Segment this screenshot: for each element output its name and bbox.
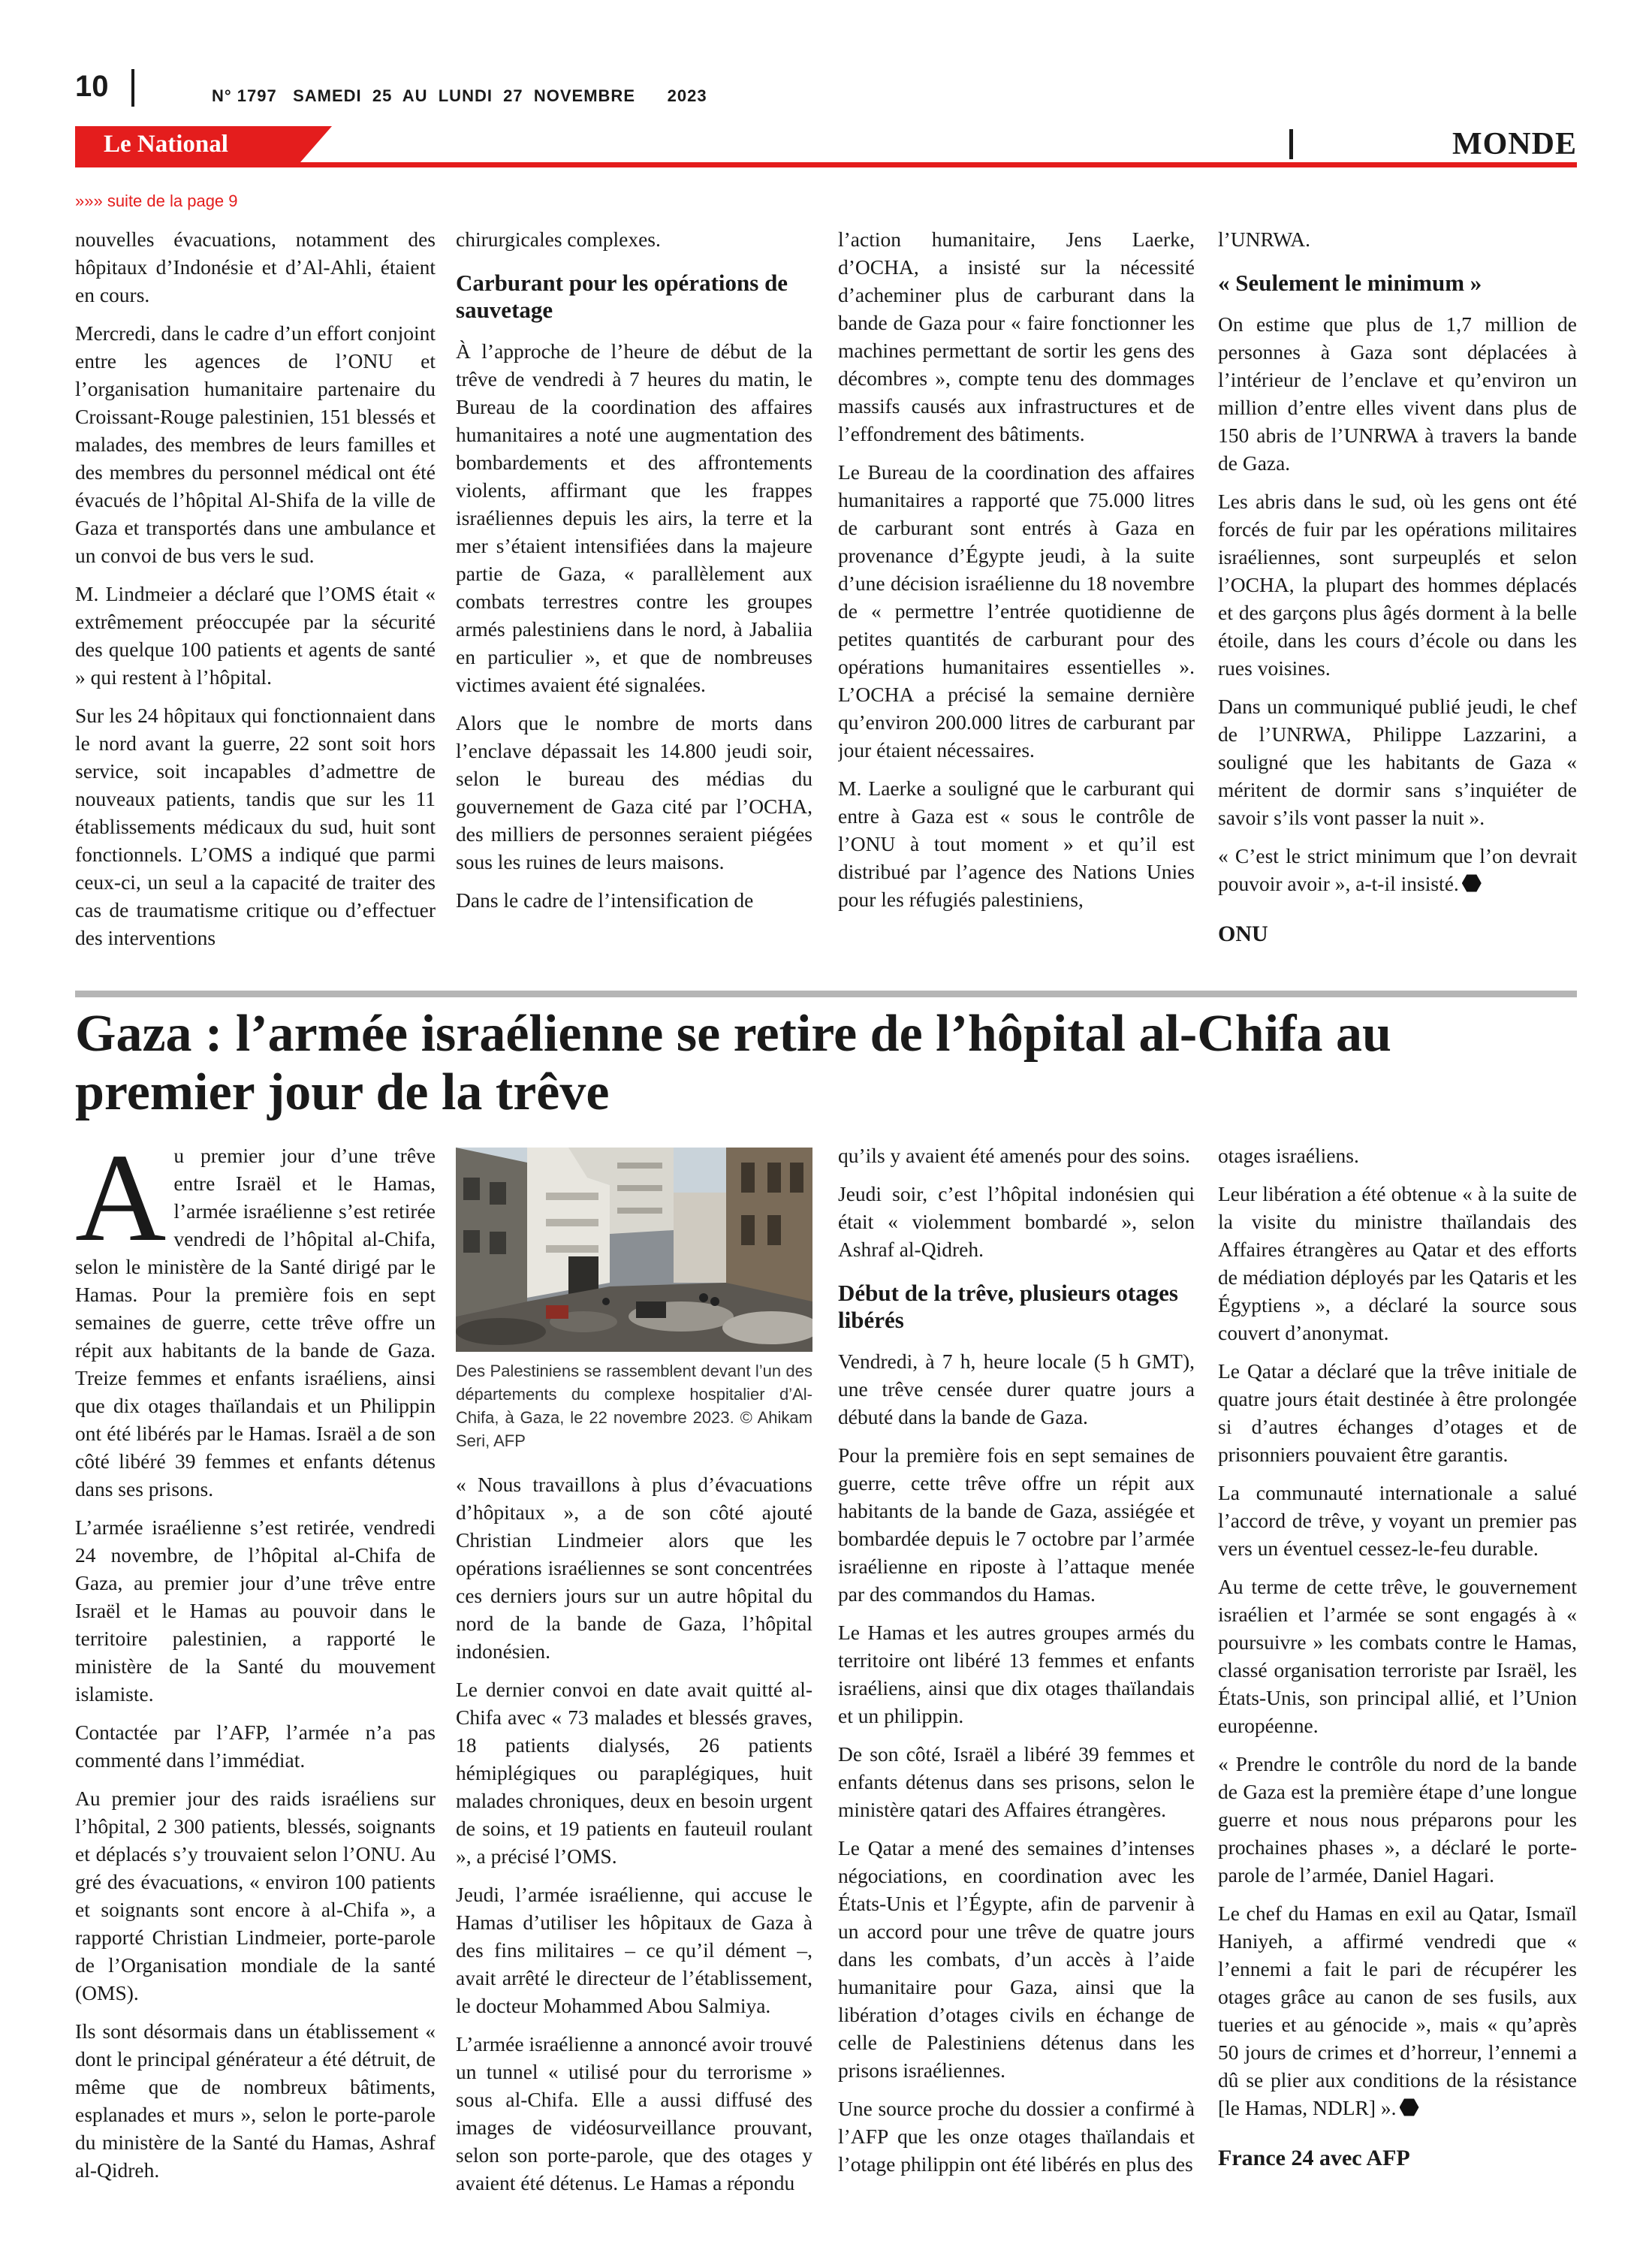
paragraph: Contactée par l’AFP, l’armée n’a pas commenté dans l’immédiat. [75, 1721, 436, 1772]
masthead-band [75, 126, 1577, 168]
paragraph: Dans un communiqué publié jeudi, le chef de l’UNRWA, Philippe Lazzarini, a souligné que les habitants de Gaza « méritent de dormir sans s’inquiéter de savoir s’ils vont passer la nuit ». [1218, 695, 1577, 829]
paragraph: otages israéliens. [1218, 1144, 1359, 1167]
masthead-red-rule [75, 162, 1577, 167]
top-article-column-3 [838, 225, 1195, 991]
paragraph: L’armée israélienne s’est retirée, vendredi 24 novembre, de l’hôpital al-Chifa de Gaza, au premier jour d’une trêve entre Israël et le Hamas au pouvoir dans le territoire palestinien, a rapporté le ministère de la Santé du mouvement islamiste. [75, 1516, 436, 1706]
paragraph: Le Bureau de la coordination des affaires humanitaires a rapporté que 75.000 litres de carburant sont entrés à Gaza en provenance d’Égypte jeudi, à la suite d’une décision israélienne du 18 novembre de « permettre l’entrée quotidienne de petites quantités de carburant pour des opérations humanitaires essentielles ». L’OCHA a précisé la semaine dernière qu’environ 200.000 litres de carburant par jour étaient nécessaires. [838, 460, 1195, 762]
subheading-debut-treve: Début de la trêve, plusieurs otages libérés [838, 1280, 1178, 1333]
paragraph: De son côté, Israël a libéré 39 femmes et enfants détenus dans ses prisons, selon le ministère qatari des Affaires étrangères. [838, 1742, 1195, 1821]
top-article-column-1 [75, 225, 436, 991]
paragraph: nouvelles évacuations, notamment des hôpitaux d’Indonésie et d’Al-Ahli, étaient en cours. [75, 228, 436, 306]
paragraph: Leur libération a été obtenue « à la suite de la visite du ministre thaïlandais des Affaires étrangères au Qatar et des efforts de médiation déployés par les Qataris et les Égyptiens », a déclaré la source sous couvert d’anonymat. [1218, 1182, 1577, 1344]
paragraph: Jeudi, l’armée israélienne, qui accuse le Hamas d’utiliser les hôpitaux de Gaza à des fins militaires – ce qu’il dément –, avait arrêté le directeur de l’établissement, le docteur Mohammed Abou Salmiya. [456, 1883, 812, 2017]
lead-text: u premier jour d’une trêve entre Israël et le Hamas, l’armée israélienne s’est retirée vendredi de l’hôpital al-Chifa, selon le ministère de la Santé dirigé par le Hamas. Pour la première fois en sept semaines de guerre, cette trêve offre un répit aux habitants de la bande de Gaza. Treize femmes et enfants israéliens, ainsi que dix otages thaïlandais et un Philippin ont été libérés par le Hamas. Israël a de son côté libéré 39 femmes et enfants détenus dans ses prisons. [75, 1144, 436, 1500]
drop-cap: A [75, 1142, 167, 1268]
end-of-article-icon [1400, 2098, 1419, 2117]
end-of-article-icon [1462, 873, 1482, 893]
issue-date-line: N° 1797 SAMEDI 25 AU LUNDI 27 NOVEMBRE 2023 [212, 86, 707, 105]
continued-from-label: »»» suite de la page 9 [75, 192, 238, 210]
paragraph [1218, 842, 1577, 897]
article-separator-rule [75, 991, 1577, 997]
paragraph: l’action humanitaire, Jens Laerke, d’OCHA, a insisté sur la nécessité d’acheminer plus de carburant dans la bande de Gaza pour « faire fonctionner les machines permettant de sortir les gens des décombres », compte tenu des dommages massifs causés aux infrastructures et de l’effondrement des bâtiments. [838, 228, 1195, 445]
paragraph: « Prendre le contrôle du nord de la bande de Gaza est la première étape d’une longue guerre et nous nous préparons pour les prochaines phases », a déclaré le porte-parole de l’armée, Daniel Hagari. [1218, 1752, 1577, 1887]
article-signature: France 24 avec AFP [1218, 2146, 1410, 2170]
paragraph: Dans le cadre de l’intensification de [456, 888, 754, 912]
paragraph: Le Qatar a déclaré que la trêve initiale de quatre jours était destinée à être prolongée si d’autres échanges d’otages et de prisonniers pouvaient être garantis. [1218, 1359, 1577, 1466]
lead-paragraph [75, 1142, 436, 1503]
paragraph: Une source proche du dossier a confirmé à l’AFP que les onze otages thaïlandais et l’otage philippin ont été libérés en plus des [838, 2097, 1195, 2176]
paragraph: « Nous travaillons à plus d’évacuations d’hôpitaux », a de son côté ajouté Christian Lindmeier alors que les opérations israéliennes se sont concentrées ces derniers jours sur un autre hôpital du nord de la bande de Gaza, l’hôpital indonésien. [456, 1473, 812, 1663]
paragraph: Jeudi soir, c’est l’hôpital indonésien qui était « violemment bombardé », selon Ashraf al-Qidreh. [838, 1182, 1195, 1261]
paragraph: Le dernier convoi en date avait quitté al-Chifa avec « 73 malades et blessés graves, 18 patients dialysés, 26 patients hémiplégiques ou paraplégiques, huit malades chroniques, deux en besoin urgent de soins, et 19 patients en fauteuil roulant », a précisé l’OMS. [456, 1678, 812, 1868]
paragraph: l’UNRWA. [1218, 228, 1310, 251]
main-article-column-1 [75, 1142, 436, 2230]
article-signature: ONU [1218, 921, 1268, 946]
paragraph: Le Hamas et les autres groupes armés du territoire ont libéré 13 femmes et enfants israéliens, ainsi que dix otages thaïlandais et un philippin. [838, 1621, 1195, 1727]
subheading-minimum: « Seulement le minimum » [1218, 270, 1482, 296]
paragraph: La communauté internationale a salué l’accord de trêve, y voyant un premier pas vers un éventuel cessez-le-feu durable. [1218, 1481, 1577, 1560]
subheading-carburant: Carburant pour les opérations de sauvetage [456, 270, 788, 323]
paragraph: Le Qatar a mené des semaines d’intenses négociations, en coordination avec les États-Unis et l’Égypte, afin de parvenir à un accord pour une trêve de quatre jours dans les combats, d’un accès à l’aide humanitaire pour Gaza, ainsi que la libération d’otages civils en échange de celle de Palestiniens détenus dans les prisons israéliennes. [838, 1836, 1195, 2082]
paragraph: M. Lindmeier a déclaré que l’OMS était « extrêmement préoccupée par la sécurité des quelque 100 patients et agents de santé » qui restent à l’hôpital. [75, 582, 436, 689]
paragraph: Mercredi, dans le cadre d’un effort conjoint entre les agences de l’ONU et l’organisation humanitaire partenaire du Croissant-Rouge palestinien, 151 blessés et malades, des membres de leurs familles et des membres du personnel médical ont été évacués de l’hôpital Al-Shifa de la ville de Gaza et transportés dans une ambulance et un convoi de bus vers le sud. [75, 321, 436, 567]
paragraph-text: « C’est le strict minimum que l’on devrait pouvoir avoir », a-t-il insisté. [1218, 844, 1577, 895]
paragraph: M. Laerke a souligné que le carburant qui entre à Gaza est « sous le contrôle de l’ONU à tout moment » et qu’il est distribué par l’agence des Nations Unies pour les réfugiés palestiniens, [838, 777, 1195, 911]
top-article-column-4 [1218, 225, 1577, 991]
brand-name: Le National [104, 131, 228, 158]
section-name: MONDE [1452, 127, 1577, 161]
paragraph: Pour la première fois en sept semaines de guerre, cette trêve offre un répit aux habitants de la bande de Gaza, assiégée et bombardée depuis le 7 octobre par l’armée israélienne en riposte à l’attaque menée par des commandos du Hamas. [838, 1443, 1195, 1606]
paragraph: Ils sont désormais dans un établissement « dont le principal générateur a été détruit, de même que de nombreux bâtiments, esplanades et murs », selon le porte-parole du ministère de la Santé du Hamas, Ashraf al-Qidreh. [75, 2019, 436, 2182]
main-article-column-4 [1218, 1142, 1577, 2230]
section-divider [1289, 129, 1293, 159]
top-article-column-2 [456, 225, 812, 991]
hospital-photo [456, 1148, 812, 1352]
brand-tab [75, 126, 300, 162]
paragraph: Vendredi, à 7 h, heure locale (5 h GMT), une trêve censée durer quatre jours a débuté dans la bande de Gaza. [838, 1350, 1195, 1428]
paragraph: Au premier jour des raids israéliens sur l’hôpital, 2 300 patients, blessés, soignants et déplacés s’y trouvaient selon l’ONU. Au gré des évacuations, « environ 100 patients et soignants sont encore à al-Chifa », a rapporté Christian Lindmeier, porte-parole de l’Organisation mondiale de la santé (OMS). [75, 1787, 436, 2004]
page-number-divider [131, 69, 134, 107]
paragraph: Alors que le nombre de morts dans l’enclave dépassait les 14.800 jeudi soir, selon le bureau des médias du gouvernement de Gaza cité par l’OCHA, des milliers de personnes seraient piégées sous les ruines de leurs maisons. [456, 711, 812, 873]
paragraph: qu’ils y avaient été amenés pour des soins. [838, 1144, 1190, 1167]
paragraph: chirurgicales complexes. [456, 228, 661, 251]
paragraph: On estime que plus de 1,7 million de personnes à Gaza sont déplacées à l’intérieur de l’enclave et qu’environ un million d’entre elles vivent dans plus de 150 abris de l’UNRWA à travers la bande de Gaza. [1218, 312, 1577, 475]
main-article-column-2 [456, 1142, 812, 2230]
hospital-courtyard-illustration [456, 1148, 812, 1352]
paragraph: Les abris dans le sud, où les gens ont été forcés de fuir par les opérations militaires israéliennes, sont surpeuplés et selon l’OCHA, la plupart des hommes déplacés et des garçons plus âgés dorment à la belle étoile, dans les cours d’école ou dans les rues voisines. [1218, 490, 1577, 680]
main-headline: Gaza : l’armée israélienne se retire de l’hôpital al-Chifa au premier jour de la trêve [75, 1005, 1391, 1121]
paragraph: L’armée israélienne a annoncé avoir trouvé un tunnel « utilisé pour du terrorisme » sous al-Chifa. Elle a aussi diffusé des images de vidéosurveillance prouvant, selon son porte-parole, que des otages y avaient été détenus. Le Hamas a répondu [456, 2032, 812, 2194]
page-number: 10 [75, 70, 109, 103]
paragraph: Au terme de cette trêve, le gouvernement israélien et l’armée se sont engagés à « poursuivre » les combats contre le Hamas, classé organisation terroriste par Israël, les États-Unis, son principal allié, et l’Union européenne. [1218, 1575, 1577, 1737]
paragraph: À l’approche de l’heure de début de la trêve de vendredi à 7 heures du matin, le Bureau de la coordination des affaires humanitaires a noté une augmentation des bombardements et des affrontements violents, affirmant que les frappes israéliennes depuis les airs, la terre et la mer s’étaient intensifiées dans la majeure partie de Gaza, « parallèlement aux combats terrestres contre les groupes armés palestiniens dans le nord, à Jabaliia en particulier », et que de nombreuses victimes avaient été signalées. [456, 339, 812, 696]
main-article-column-3 [838, 1142, 1195, 2230]
photo-caption: Des Palestiniens se rassemblent devant l’un des départements du complexe hospitalier d’Al-Chifa, à Gaza, le 22 novembre 2023. © Ahikam Seri, AFP [456, 1362, 812, 1450]
paragraph-text: Le chef du Hamas en exil au Qatar, Ismaïl Haniyeh, a affirmé vendredi que « l’ennemi a fait le pari de récupérer les otages grâce au canon de ses fusils, aux tueries et au génocide », mais « qu’après 50 jours de crimes et d’horreur, l’ennemi a dû se plier aux conditions de la résistance [le Hamas, NDLR] ». [1218, 1902, 1577, 2119]
paragraph: Sur les 24 hôpitaux qui fonctionnaient dans le nord avant la guerre, 22 sont soit hors service, soit incapables d’admettre de nouveaux patients, tandis que sur les 11 établissements médicaux du sud, huit sont fonctionnels. L’OMS a indiqué que parmi ceux-ci, un seul a la capacité de traiter des cas de traumatisme critique ou d’effectuer des interventions [75, 704, 436, 949]
paragraph [1218, 1899, 1577, 2122]
